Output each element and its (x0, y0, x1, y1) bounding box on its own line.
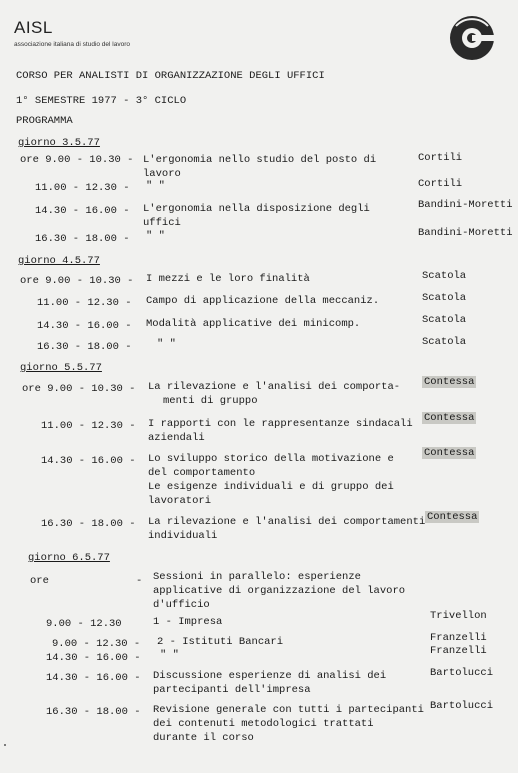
speaker-name: Bandini-Moretti (418, 227, 513, 239)
topic-line: " " (160, 649, 179, 661)
topic-line: La rilevazione e l'analisi dei comportamenti (148, 516, 426, 528)
topic-line: " " (146, 230, 165, 242)
day-heading: giorno 3.5.77 (18, 137, 100, 149)
speaker-name: Contessa (427, 511, 478, 523)
speaker-name: Bartolucci (430, 700, 494, 712)
speck-mark (4, 744, 6, 746)
time-slot: 9.00 - 12.30 (46, 618, 122, 630)
topic-line: Le esigenze individuali e di gruppo dei (148, 481, 394, 493)
topic-line: " " (157, 338, 176, 350)
time-slot: ore (30, 575, 49, 587)
topic-line: durante il corso (153, 732, 254, 744)
topic-line: lavoro (143, 168, 181, 180)
topic-line: lavoratori (148, 495, 212, 507)
topic-line: Sessioni in parallelo: esperienze (153, 571, 361, 583)
program-heading: PROGRAMMA (16, 115, 73, 127)
time-slot: 16.30 - 18.00 - (37, 341, 132, 353)
semester-line: 1° SEMESTRE 1977 - 3° CICLO (16, 95, 187, 107)
day-heading: giorno 5.5.77 (20, 362, 102, 374)
time-slot: 11.00 - 12.30 - (37, 297, 132, 309)
topic-line: d'ufficio (153, 599, 210, 611)
topic-line: " " (146, 180, 165, 192)
topic-line: uffici (143, 217, 181, 229)
topic-line: L'ergonomia nella disposizione degli (143, 203, 370, 215)
time-slot: 16.30 - 18.00 - (41, 518, 136, 530)
time-slot: 9.00 - 12.30 - (52, 638, 141, 650)
topic-line: Campo di applicazione della meccaniz. (146, 295, 380, 307)
topic-line: individuali (148, 530, 218, 542)
time-slot: 14.30 - 16.00 - (46, 652, 141, 664)
topic-line: menti di gruppo (163, 395, 258, 407)
topic-line: Revisione generale con tutti i partecipanti (153, 704, 424, 716)
topic-line: applicative di organizzazione del lavoro (153, 585, 406, 597)
speaker-name: Cortili (418, 178, 463, 190)
topic-line: del comportamento (148, 467, 256, 479)
time-slot: 16.30 - 18.00 - (35, 233, 130, 245)
course-title: CORSO PER ANALISTI DI ORGANIZZAZIONE DEGLI UFFICI (16, 70, 325, 82)
dash: - (136, 575, 143, 587)
topic-line: aziendali (148, 432, 205, 444)
time-slot: 11.00 - 12.30 - (35, 182, 130, 194)
time-slot: 16.30 - 18.00 - (46, 706, 141, 718)
time-slot: 14.30 - 16.00 - (35, 205, 130, 217)
time-slot: 11.00 - 12.30 - (41, 420, 136, 432)
topic-line: I rapporti con le rappresentanze sindacali (148, 418, 413, 430)
speaker-name: Contessa (424, 447, 475, 459)
speaker-name: Franzelli (430, 645, 487, 657)
time-slot: ore 9.00 - 10.30 - (22, 383, 136, 395)
topic-line: I mezzi e le loro finalità (146, 273, 310, 285)
time-slot: 14.30 - 16.00 - (41, 455, 136, 467)
speaker-name: Cortili (418, 152, 463, 164)
topic-line: 2 - Istituti Bancari (157, 636, 284, 648)
speaker-name: Scatola (422, 314, 467, 326)
speaker-name: Scatola (422, 270, 467, 282)
logo-text: AISL (14, 18, 53, 37)
speaker-name: Franzelli (430, 632, 487, 644)
speaker-name: Trivellon (430, 610, 487, 622)
topic-line: 1 - Impresa (153, 616, 223, 628)
speaker-name: Contessa (424, 412, 475, 424)
day-heading: giorno 6.5.77 (28, 552, 110, 564)
speaker-name: Bartolucci (430, 667, 494, 679)
speaker-name: Bandini-Moretti (418, 199, 513, 211)
time-slot: ore 9.00 - 10.30 - (20, 275, 134, 287)
topic-line: Discussione esperienze di analisi dei (153, 670, 387, 682)
topic-line: dei contenuti metodologici trattati (153, 718, 374, 730)
time-slot: ore 9.00 - 10.30 - (20, 154, 134, 166)
speaker-name: Scatola (422, 336, 467, 348)
topic-line: Lo sviluppo storico della motivazione e (148, 453, 394, 465)
time-slot: 14.30 - 16.00 - (37, 320, 132, 332)
day-heading: giorno 4.5.77 (18, 255, 100, 267)
topic-line: Modalità applicative dei minicomp. (146, 318, 361, 330)
topic-line: partecipanti dell'impresa (153, 684, 311, 696)
aisl-logo-icon (448, 14, 496, 62)
topic-line: L'ergonomia nello studio del posto di (143, 154, 377, 166)
time-slot: 14.30 - 16.00 - (46, 672, 141, 684)
topic-line: La rilevazione e l'analisi dei comporta- (148, 381, 401, 393)
speaker-name: Scatola (422, 292, 467, 304)
speaker-name: Contessa (424, 376, 475, 388)
organization-name: associazione italiana di studio del lavoro (14, 41, 130, 48)
